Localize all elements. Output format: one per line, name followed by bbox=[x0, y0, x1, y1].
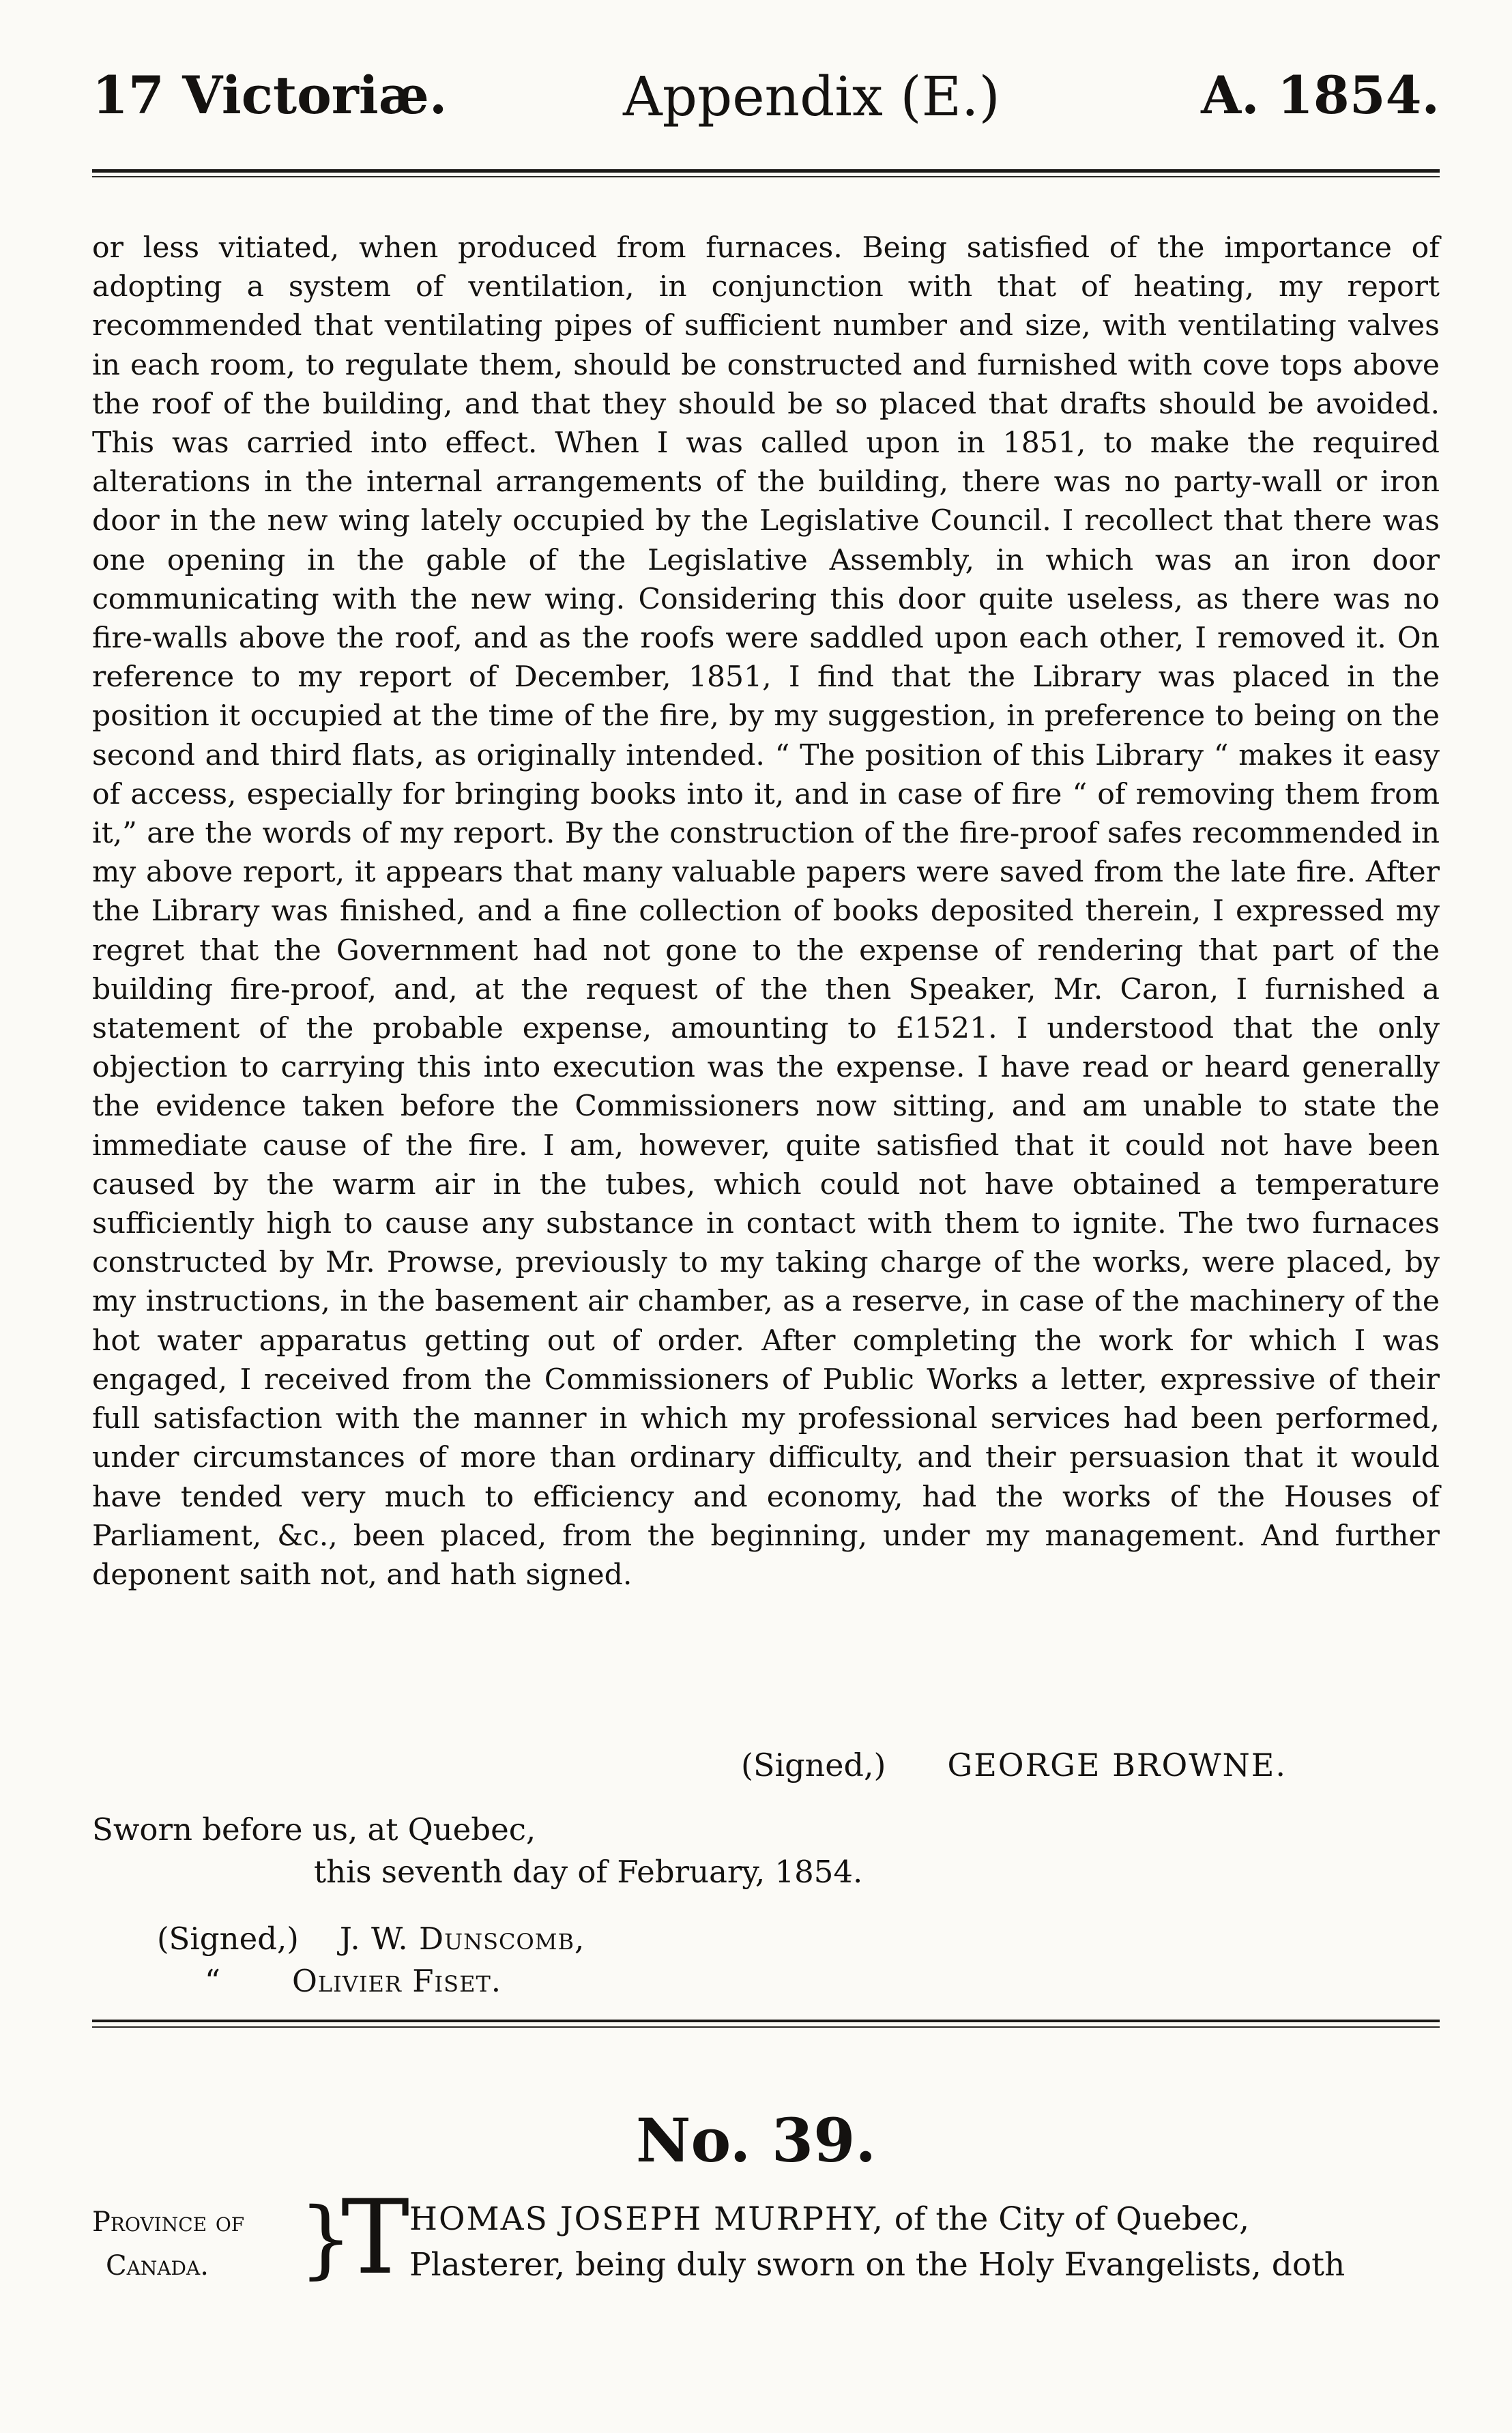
ditto-mark: “ bbox=[205, 1963, 221, 1999]
section-rule-thick bbox=[92, 2020, 1440, 2022]
drop-cap: T bbox=[341, 2179, 410, 2297]
deponent-residence: of the City of Quebec, bbox=[884, 2200, 1250, 2238]
deponent-signature: GEORGE BROWNE. bbox=[947, 1747, 1287, 1783]
header-appendix: Appendix (E.) bbox=[623, 65, 1000, 128]
sworn-line-2: this seventh day of February, 1854. bbox=[314, 1854, 863, 1890]
header-session: 17 Victoriæ. bbox=[92, 65, 448, 126]
header-rule-thin bbox=[92, 176, 1440, 177]
witness-line-2 bbox=[205, 1963, 501, 1999]
province-line-2: Canada. bbox=[106, 2250, 209, 2282]
deponent-line-2: Plasterer, being duly sworn on the Holy Evangelists, doth bbox=[409, 2246, 1346, 2284]
province-line-1: Province of bbox=[92, 2206, 245, 2238]
witness-name-2: Olivier Fiset. bbox=[292, 1963, 502, 1999]
province-label bbox=[92, 2200, 244, 2288]
header-rule-thick bbox=[92, 169, 1440, 173]
deponent-name: HOMAS JOSEPH MURPHY, bbox=[409, 2200, 884, 2238]
section-rule-thin bbox=[92, 2026, 1440, 2028]
province-brace: } bbox=[299, 2190, 353, 2288]
section-number-heading: No. 39. bbox=[636, 2105, 876, 2176]
witness-name-1: J. W. Dunscomb, bbox=[339, 1921, 585, 1957]
witness-line-1 bbox=[157, 1921, 585, 1957]
signed-label: (Signed,) bbox=[741, 1747, 886, 1783]
sworn-line-1: Sworn before us, at Quebec, bbox=[92, 1811, 536, 1848]
signature-line bbox=[741, 1747, 1287, 1783]
witness-signed-label: (Signed,) bbox=[157, 1921, 299, 1957]
running-header bbox=[92, 65, 1440, 140]
deposition-body: or less vitiated, when produced from furnaces. Being satisfied of the importance of adopting a system of ventilation, in conjunction with that of heating, my report recommended that ventilating pipes of sufficient number and size, with ventilating valves in each room, to regulate them, should be constructed and furnished with cove tops above the roof of the building, and that they should be so placed that drafts should be avoided. This was carried into effect. When I was called upon in 1851, to make the required alterations in the internal arrangements of the building, there was no party-wall or iron door in the new wing lately occupied by the Legislative Council. I recollect that there was one opening in the gable of the Legislative Assembly, in which was an iron door communicating with the new wing. Considering this door quite useless, as there was no fire-walls above the roof, and as the roofs were saddled upon each other, I removed it. On reference to my report of December, 1851, I find that the Library was placed in the position it occupied at the time of the fire, by my suggestion, in preference to being on the second and third flats, as originally intended. “ The position of this Library “ makes it easy of access, especially for bringing books into it, and in case of fire “ of removing them from it,” are the words of my report. By the construction of the fire-proof safes recommended in my above report, it appears that many valuable papers were saved from the late fire. After the Library was finished, and a fine collection of books deposited therein, I expressed my regret that the Government had not gone to the expense of rendering that part of the building fire-proof, and, at the request of the then Speaker, Mr. Caron, I furnished a statement of the probable expense, amounting to £1521. I understood that the only objection to carrying this into execution was the expense. I have read or heard generally the evidence taken before the Commissioners now sitting, and am unable to state the immediate cause of the fire. I am, however, quite satisfied that it could not have been caused by the warm air in the tubes, which could not have obtained a temperature sufficiently high to cause any substance in contact with them to ignite. The two furnaces constructed by Mr. Prowse, previously to my taking charge of the works, were placed, by my instructions, in the basement air chamber, as a reserve, in case of the machinery of the hot water apparatus getting out of order. After completing the work for which I was engaged, I received from the Commissioners of Public Works a letter, expressive of their full satisfaction with the manner in which my professional services had been performed, under circumstances of more than ordinary difficulty, and their persuasion that it would have tended very much to efficiency and economy, had the works of the Houses of Parliament, &c., been placed, from the beginning, under my management. And further deponent saith not, and hath signed. bbox=[92, 231, 1440, 1592]
deponent-line-1 bbox=[409, 2200, 1249, 2238]
header-year: A. 1854. bbox=[1201, 65, 1440, 126]
